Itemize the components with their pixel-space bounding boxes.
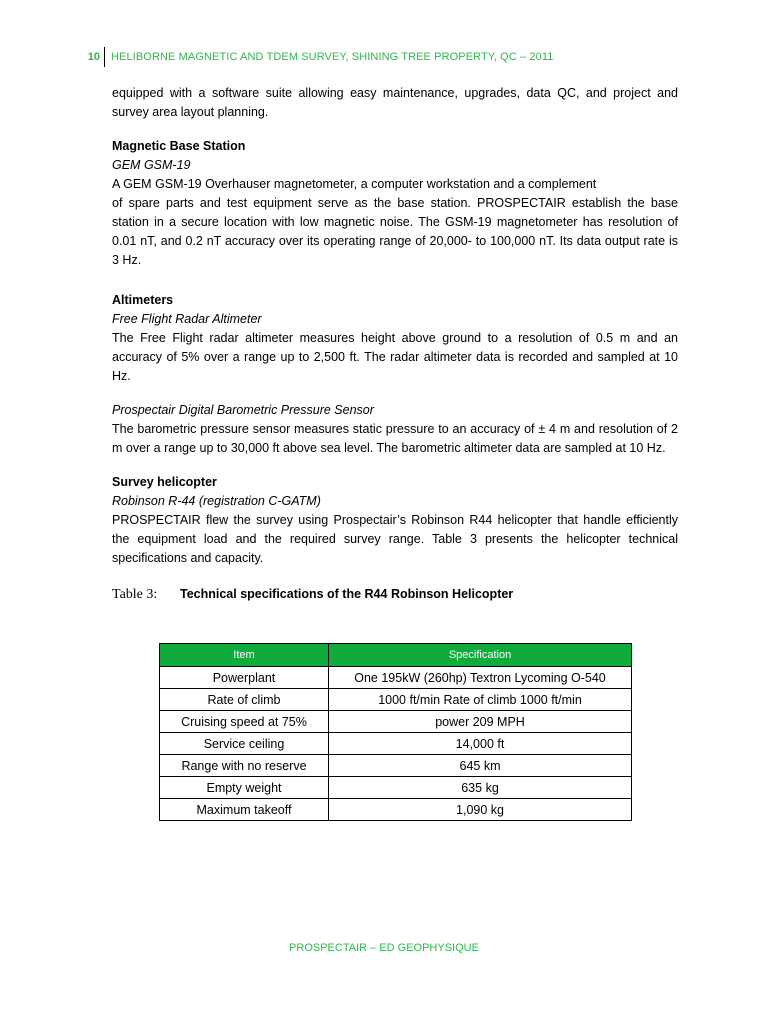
document-body [112, 84, 678, 604]
table-row [160, 733, 632, 755]
helicopter-subheading: Robinson R-44 (registration C-GATM) [112, 494, 321, 508]
column-header-specification: Specification [329, 644, 632, 667]
table-cell-item: Range with no reserve [160, 755, 329, 777]
spacer [112, 122, 678, 137]
table-row [160, 799, 632, 821]
base-station-subheading: GEM GSM-19 [112, 158, 191, 172]
base-station-paragraph: of spare parts and test equipment serve as the base station. PROSPECTAIR establish the base station in a secure location with low magnetic noise. The GSM-19 magnetometer has resolution of 0.01 nT, and 0.2 nT accuracy over its operating range of 20,000- to 100,000 nT. Its data output rate is 3 Hz. [112, 196, 678, 267]
table-cell-item: Powerplant [160, 667, 329, 689]
helicopter-heading: Survey helicopter [112, 475, 217, 489]
radar-altimeter-paragraph: The Free Flight radar altimeter measures height above ground to a resolution of 0.5 m and an accuracy of 5% over a range up to 2,500 ft. The radar altimeter data is recorded and sampled at 10 Hz. [112, 331, 678, 383]
spacer [112, 270, 678, 291]
spacer [112, 458, 678, 473]
table-header-row [160, 644, 632, 667]
table-cell-specification: 14,000 ft [329, 733, 632, 755]
table-caption [112, 585, 678, 604]
table-row [160, 689, 632, 711]
base-station-first-line: A GEM GSM-19 Overhauser magnetometer, a computer workstation and a complement [112, 177, 597, 191]
table-cell-item: Maximum takeoff [160, 799, 329, 821]
table-caption-label: Table 3: [112, 587, 158, 602]
specifications-table [159, 643, 632, 821]
table-cell-item: Rate of climb [160, 689, 329, 711]
page-header [80, 46, 553, 68]
table-cell-item: Service ceiling [160, 733, 329, 755]
header-divider [104, 47, 105, 67]
radar-altimeter-subheading: Free Flight Radar Altimeter [112, 312, 262, 326]
header-title: HELIBORNE MAGNETIC AND TDEM SURVEY, SHINING TREE PROPERTY, QC – 2011 [111, 51, 554, 63]
page-footer: PROSPECTAIR – ED GEOPHYSIQUE [289, 942, 479, 954]
barometric-sensor-subheading: Prospectair Digital Barometric Pressure Sensor [112, 403, 374, 417]
table-cell-item: Empty weight [160, 777, 329, 799]
table-cell-specification: 1,090 kg [329, 799, 632, 821]
table-cell-specification: One 195kW (260hp) Textron Lycoming O-540 [329, 667, 632, 689]
table-caption-title: Technical specifications of the R44 Robinson Helicopter [180, 587, 514, 601]
table-row [160, 711, 632, 733]
table-cell-specification: power 209 MPH [329, 711, 632, 733]
table-cell-specification: 635 kg [329, 777, 632, 799]
altimeters-heading: Altimeters [112, 293, 174, 307]
spacer [112, 386, 678, 401]
intro-paragraph: equipped with a software suite allowing easy maintenance, upgrades, data QC, and project and survey area layout planning. [112, 86, 678, 119]
column-header-item: Item [160, 644, 329, 667]
helicopter-paragraph: PROSPECTAIR flew the survey using Prospectair’s Robinson R44 helicopter that handle efficiently the equipment load and the required survey range. Table 3 presents the helicopter technical specifications and capacity. [112, 513, 678, 565]
base-station-heading: Magnetic Base Station [112, 139, 246, 153]
barometric-sensor-paragraph: The barometric pressure sensor measures static pressure to an accuracy of ± 4 m and resolution of 2 m over a range up to 30,000 ft above sea level. The barometric altimeter data are sampled at 10 Hz. [112, 422, 678, 455]
table-cell-item: Cruising speed at 75% [160, 711, 329, 733]
table-row [160, 755, 632, 777]
table-row [160, 667, 632, 689]
table-cell-specification: 645 km [329, 755, 632, 777]
table-cell-specification: 1000 ft/min Rate of climb 1000 ft/min [329, 689, 632, 711]
table-row [160, 777, 632, 799]
page-number: 10 [87, 51, 100, 63]
